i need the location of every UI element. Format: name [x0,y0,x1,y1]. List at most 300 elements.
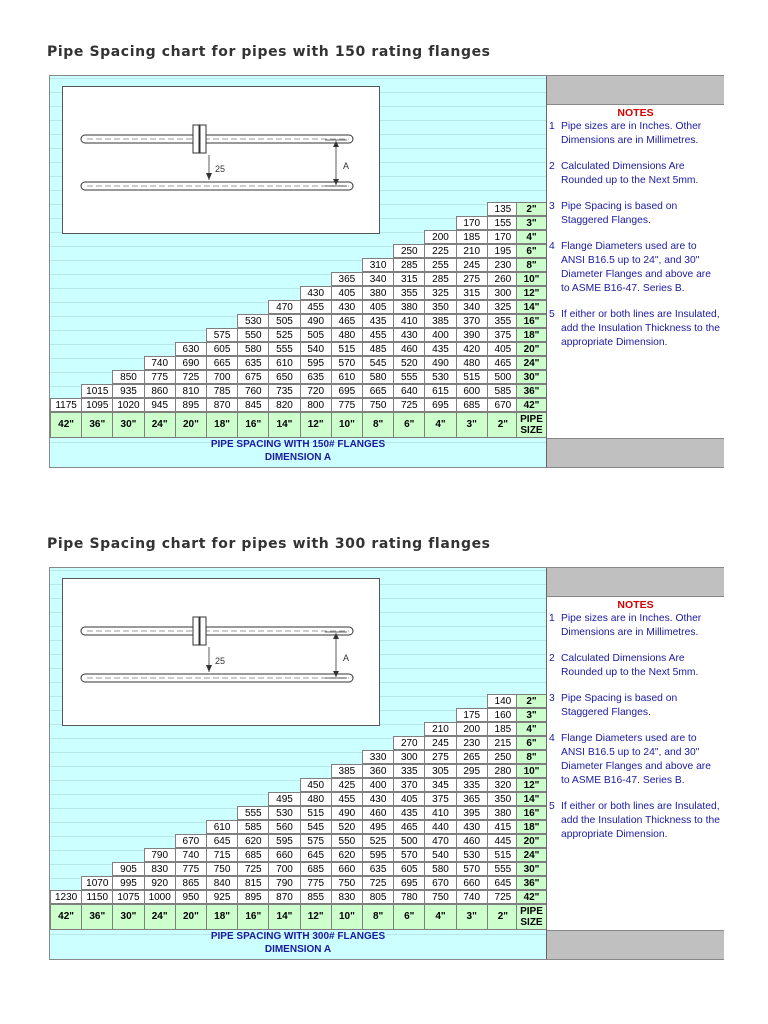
dim-a-label: A [343,653,350,663]
column-size-label: 14" [268,904,300,930]
spacing-value-cell: 635 [237,356,269,370]
column-size-label: 2" [487,412,519,438]
spacing-value-cell: 615 [424,384,456,398]
spacing-value-cell: 570 [393,848,425,862]
row-size-label: 36" [516,876,547,890]
spacing-value-cell: 245 [424,736,456,750]
column-size-label: 8" [362,412,394,438]
spacing-value-cell: 685 [300,862,332,876]
spacing-value-cell: 320 [487,778,519,792]
note-number: 4 [549,733,555,744]
spacing-value-cell: 280 [487,764,519,778]
spacing-value-cell: 695 [393,876,425,890]
spacing-value-cell: 870 [268,890,300,904]
spacing-value-cell: 520 [393,356,425,370]
note-number: 3 [549,693,555,704]
spacing-value-cell: 920 [144,876,176,890]
note-number: 1 [549,613,555,624]
spacing-value-cell: 370 [393,778,425,792]
spacing-value-cell: 810 [175,384,207,398]
spacing-value-cell: 1175 [50,398,82,412]
spacing-value-cell: 1150 [81,890,113,904]
spacing-value-cell: 285 [424,272,456,286]
pipe-diagram [63,87,379,233]
column-size-label: 6" [393,412,425,438]
spacing-value-cell: 865 [175,876,207,890]
spacing-value-cell: 665 [362,384,394,398]
row-size-label: 3" [516,708,547,722]
spacing-value-cell: 700 [268,862,300,876]
note-item [547,612,724,640]
note-item [547,692,724,720]
column-size-label: 3" [456,904,488,930]
spacing-value-cell: 735 [268,384,300,398]
note-number: 5 [549,801,555,812]
notes-panel [546,568,724,959]
note-item [547,200,724,228]
row-size-label: 14" [516,792,547,806]
spacing-value-cell: 500 [393,834,425,848]
gap-dimension [206,155,225,180]
spacing-value-cell: 490 [331,806,363,820]
spacing-value-cell: 335 [456,778,488,792]
spacing-value-cell: 485 [362,342,394,356]
spacing-value-cell: 775 [300,876,332,890]
spacing-value-cell: 210 [424,722,456,736]
column-size-label: 42" [50,412,82,438]
spacing-value-cell: 580 [362,370,394,384]
spacing-value-cell: 1020 [112,398,144,412]
spacing-value-cell: 750 [331,876,363,890]
spacing-value-cell: 250 [487,750,519,764]
spacing-value-cell: 620 [331,848,363,862]
spacing-value-cell: 350 [487,792,519,806]
spacing-value-cell: 315 [393,272,425,286]
note-number: 1 [549,121,555,132]
chart-title: Pipe Spacing chart for pipes with 300 rating flanges [47,536,491,552]
spacing-value-cell: 870 [206,398,238,412]
spacing-value-cell: 815 [237,876,269,890]
column-size-label: 42" [50,904,82,930]
spacing-value-cell: 545 [300,820,332,834]
spacing-value-cell: 330 [362,750,394,764]
diagram-box [62,578,380,726]
spacing-value-cell: 725 [362,876,394,890]
spacing-value-cell: 465 [487,356,519,370]
caption-line-2: DIMENSION A [264,452,332,463]
spacing-value-cell: 525 [362,834,394,848]
spacing-value-cell: 635 [300,370,332,384]
spacing-value-cell: 420 [456,342,488,356]
spacing-value-cell: 805 [362,890,394,904]
spacing-value-cell: 995 [112,876,144,890]
spacing-value-cell: 840 [206,876,238,890]
spacing-value-cell: 800 [300,398,332,412]
spacing-value-cell: 450 [300,778,332,792]
spacing-value-cell: 515 [487,848,519,862]
spacing-value-cell: 335 [393,764,425,778]
row-size-label: 42" [516,890,547,904]
gap-label: 25 [215,656,226,666]
spacing-value-cell: 650 [268,370,300,384]
row-size-label: 12" [516,778,547,792]
row-size-label: 16" [516,314,547,328]
spacing-value-cell: 530 [237,314,269,328]
spacing-value-cell: 490 [424,356,456,370]
spacing-value-cell: 370 [456,314,488,328]
note-number: 3 [549,201,555,212]
note-text: Calculated Dimensions Are Rounded up to the Next 5mm. [561,653,699,678]
row-size-label: 20" [516,342,547,356]
spacing-value-cell: 725 [487,890,519,904]
spacing-value-cell: 895 [175,398,207,412]
spacing-value-cell: 455 [362,328,394,342]
spacing-value-cell: 725 [175,370,207,384]
row-size-label: 14" [516,300,547,314]
spacing-value-cell: 405 [362,300,394,314]
upper-pipe [81,125,353,153]
spacing-value-cell: 595 [362,848,394,862]
spacing-value-cell: 905 [112,862,144,876]
spacing-value-cell: 285 [393,258,425,272]
spacing-value-cell: 575 [206,328,238,342]
row-size-label: 8" [516,258,547,272]
spacing-value-cell: 465 [393,820,425,834]
spacing-value-cell: 750 [206,862,238,876]
spacing-value-cell: 410 [424,806,456,820]
spacing-value-cell: 555 [487,862,519,876]
spacing-value-cell: 1230 [50,890,82,904]
spacing-value-cell: 470 [424,834,456,848]
notes-footer-bar [547,438,724,467]
spacing-value-cell: 435 [424,342,456,356]
spacing-value-cell: 525 [268,328,300,342]
spacing-value-cell: 410 [393,314,425,328]
spacing-value-cell: 495 [362,820,394,834]
spacing-value-cell: 490 [300,314,332,328]
row-size-label: 16" [516,806,547,820]
spacing-value-cell: 665 [206,356,238,370]
spacing-sheet [49,567,724,960]
column-size-label: 24" [144,904,176,930]
spacing-value-cell: 515 [456,370,488,384]
spacing-value-cell: 255 [424,258,456,272]
spacing-value-cell: 530 [424,370,456,384]
spacing-value-cell: 195 [487,244,519,258]
spacing-value-cell: 460 [362,806,394,820]
column-size-label: 14" [268,412,300,438]
column-size-label: 2" [487,904,519,930]
spacing-value-cell: 580 [424,862,456,876]
spacing-value-cell: 140 [487,694,519,708]
spacing-value-cell: 355 [487,314,519,328]
spacing-value-cell: 400 [362,778,394,792]
spacing-value-cell: 415 [487,820,519,834]
spacing-value-cell: 500 [487,370,519,384]
column-size-label: 36" [81,412,113,438]
spacing-value-cell: 405 [393,792,425,806]
spacing-value-cell: 310 [362,258,394,272]
spacing-value-cell: 430 [456,820,488,834]
spacing-value-cell: 520 [331,820,363,834]
spacing-value-cell: 210 [456,244,488,258]
spacing-value-cell: 480 [300,792,332,806]
spacing-value-cell: 170 [456,216,488,230]
spacing-value-cell: 340 [362,272,394,286]
spacing-value-cell: 750 [424,890,456,904]
row-size-label: 6" [516,736,547,750]
note-text: Calculated Dimensions Are Rounded up to the Next 5mm. [561,161,699,186]
spacing-value-cell: 570 [331,356,363,370]
spacing-value-cell: 350 [424,300,456,314]
spacing-value-cell: 645 [300,848,332,862]
spacing-value-cell: 555 [393,370,425,384]
spacing-value-cell: 580 [237,342,269,356]
spacing-value-cell: 560 [268,820,300,834]
note-item [547,732,724,788]
spacing-value-cell: 155 [487,216,519,230]
column-size-label: 30" [112,412,144,438]
gridline [50,78,546,79]
spacing-value-cell: 695 [331,384,363,398]
column-size-label: 36" [81,904,113,930]
spacing-value-cell: 160 [487,708,519,722]
notes-panel [546,76,724,467]
spacing-value-cell: 550 [331,834,363,848]
note-text: Pipe Spacing is based on Staggered Flanges. [561,201,678,226]
spacing-value-cell: 260 [487,272,519,286]
spacing-value-cell: 620 [237,834,269,848]
spacing-value-cell: 1015 [81,384,113,398]
note-number: 2 [549,161,555,172]
spacing-value-cell: 925 [206,890,238,904]
spacing-value-cell: 515 [331,342,363,356]
spacing-value-cell: 645 [206,834,238,848]
caption-line-1: PIPE SPACING WITH 300# FLANGES [210,931,386,942]
spacing-value-cell: 725 [393,398,425,412]
spacing-value-cell: 780 [393,890,425,904]
spacing-value-cell: 790 [144,848,176,862]
spacing-value-cell: 405 [331,286,363,300]
spacing-value-cell: 610 [268,356,300,370]
spacing-value-cell: 585 [237,820,269,834]
pipe-size-header: PIPE SIZE [516,412,547,438]
spacing-value-cell: 455 [300,300,332,314]
spacing-value-cell: 470 [268,300,300,314]
dim-a-label: A [343,161,350,171]
spacing-value-cell: 895 [237,890,269,904]
spacing-value-cell: 675 [237,370,269,384]
spacing-value-cell: 505 [300,328,332,342]
spacing-value-cell: 380 [362,286,394,300]
spacing-value-cell: 345 [424,778,456,792]
spacing-value-cell: 670 [175,834,207,848]
spacing-value-cell: 430 [362,792,394,806]
spacing-value-cell: 1000 [144,890,176,904]
spacing-value-cell: 230 [487,258,519,272]
spacing-value-cell: 605 [206,342,238,356]
spacing-value-cell: 405 [487,342,519,356]
note-number: 2 [549,653,555,664]
notes-title: NOTES [617,599,654,611]
a-dimension [325,632,349,678]
spacing-value-cell: 570 [456,862,488,876]
row-size-label: 24" [516,848,547,862]
spacing-value-cell: 790 [268,876,300,890]
spacing-value-cell: 430 [393,328,425,342]
spacing-value-cell: 390 [456,328,488,342]
spacing-value-cell: 540 [424,848,456,862]
column-size-label: 20" [175,904,207,930]
spacing-value-cell: 305 [424,764,456,778]
spacing-value-cell: 830 [144,862,176,876]
spacing-value-cell: 725 [237,862,269,876]
note-text: If either or both lines are Insulated, add the Insulation Thickness to the appropriate Dimension. [561,309,720,348]
spacing-value-cell: 610 [331,370,363,384]
caption-line-1: PIPE SPACING WITH 150# FLANGES [210,439,386,450]
spacing-value-cell: 945 [144,398,176,412]
spacing-value-cell: 215 [487,736,519,750]
spacing-value-cell: 555 [237,806,269,820]
spacing-value-cell: 545 [362,356,394,370]
spacing-value-cell: 740 [456,890,488,904]
spacing-value-cell: 380 [487,806,519,820]
spacing-value-cell: 715 [206,848,238,862]
note-number: 4 [549,241,555,252]
spacing-value-cell: 1095 [81,398,113,412]
spacing-value-cell: 595 [300,356,332,370]
spacing-value-cell: 375 [424,792,456,806]
spacing-value-cell: 670 [424,876,456,890]
spacing-value-cell: 435 [362,314,394,328]
row-size-label: 12" [516,286,547,300]
diagram-box [62,86,380,234]
spacing-value-cell: 515 [300,806,332,820]
column-size-label: 10" [331,412,363,438]
column-size-label: 16" [237,904,269,930]
column-size-label: 24" [144,412,176,438]
spacing-value-cell: 400 [424,328,456,342]
spacing-value-cell: 530 [268,806,300,820]
spacing-value-cell: 275 [456,272,488,286]
spacing-value-cell: 595 [268,834,300,848]
spacing-value-cell: 385 [331,764,363,778]
spacing-value-cell: 760 [237,384,269,398]
column-size-label: 10" [331,904,363,930]
spacing-value-cell: 360 [362,764,394,778]
spacing-value-cell: 605 [393,862,425,876]
spacing-value-cell: 225 [424,244,456,258]
row-size-label: 24" [516,356,547,370]
gap-dimension [206,647,225,672]
spacing-value-cell: 670 [487,398,519,412]
note-item [547,652,724,680]
spacing-value-cell: 275 [424,750,456,764]
note-item [547,120,724,148]
gridline [50,570,546,571]
spacing-value-cell: 435 [393,806,425,820]
spacing-value-cell: 950 [175,890,207,904]
spacing-value-cell: 295 [456,764,488,778]
spacing-value-cell: 430 [300,286,332,300]
note-item [547,240,724,296]
note-item [547,800,724,842]
spacing-value-cell: 1075 [112,890,144,904]
spacing-value-cell: 265 [456,750,488,764]
note-text: Flange Diameters used are to ANSI B16.5 up to 24", and 30" Diameter Flanges and above are to ASME B16-47. Series B. [561,241,711,294]
spacing-value-cell: 660 [268,848,300,862]
row-size-label: 3" [516,216,547,230]
notes-footer-bar [547,930,724,959]
column-size-label: 16" [237,412,269,438]
spacing-value-cell: 750 [362,398,394,412]
spacing-value-cell: 845 [237,398,269,412]
spacing-value-cell: 700 [206,370,238,384]
spacing-value-cell: 575 [300,834,332,848]
notes-header-bar [547,568,724,597]
spacing-value-cell: 250 [393,244,425,258]
spacing-value-cell: 555 [268,342,300,356]
spacing-value-cell: 740 [144,356,176,370]
column-size-label: 3" [456,412,488,438]
row-size-label: 6" [516,244,547,258]
column-size-label: 20" [175,412,207,438]
spacing-value-cell: 635 [362,862,394,876]
spacing-value-cell: 300 [393,750,425,764]
row-size-label: 30" [516,862,547,876]
spacing-value-cell: 1070 [81,876,113,890]
spacing-value-cell: 170 [487,230,519,244]
spacing-value-cell: 245 [456,258,488,272]
row-size-label: 18" [516,820,547,834]
spacing-value-cell: 720 [300,384,332,398]
spacing-value-cell: 340 [456,300,488,314]
spacing-value-cell: 740 [175,848,207,862]
spacing-value-cell: 385 [424,314,456,328]
spacing-value-cell: 200 [456,722,488,736]
note-text: Pipe sizes are in Inches. Other Dimensions are in Millimetres. [561,121,702,146]
spacing-value-cell: 480 [456,356,488,370]
spacing-value-cell: 315 [456,286,488,300]
row-size-label: 30" [516,370,547,384]
spacing-value-cell: 230 [456,736,488,750]
spacing-value-cell: 495 [268,792,300,806]
spacing-value-cell: 645 [487,876,519,890]
row-size-label: 36" [516,384,547,398]
spacing-value-cell: 200 [424,230,456,244]
spacing-value-cell: 300 [487,286,519,300]
column-size-label: 12" [300,904,332,930]
spacing-value-cell: 850 [112,370,144,384]
spacing-value-cell: 640 [393,384,425,398]
column-size-label: 4" [424,904,456,930]
column-size-label: 8" [362,904,394,930]
spacing-value-cell: 550 [237,328,269,342]
spacing-value-cell: 395 [456,806,488,820]
row-size-label: 10" [516,764,547,778]
spacing-value-cell: 325 [487,300,519,314]
row-size-label: 4" [516,722,547,736]
a-dimension [325,140,349,186]
spacing-value-cell: 585 [487,384,519,398]
spacing-value-cell: 175 [456,708,488,722]
spacing-value-cell: 830 [331,890,363,904]
notes-title: NOTES [617,107,654,119]
column-size-label: 30" [112,904,144,930]
lower-pipe [81,182,353,190]
spacing-value-cell: 530 [456,848,488,862]
row-size-label: 2" [516,202,547,216]
